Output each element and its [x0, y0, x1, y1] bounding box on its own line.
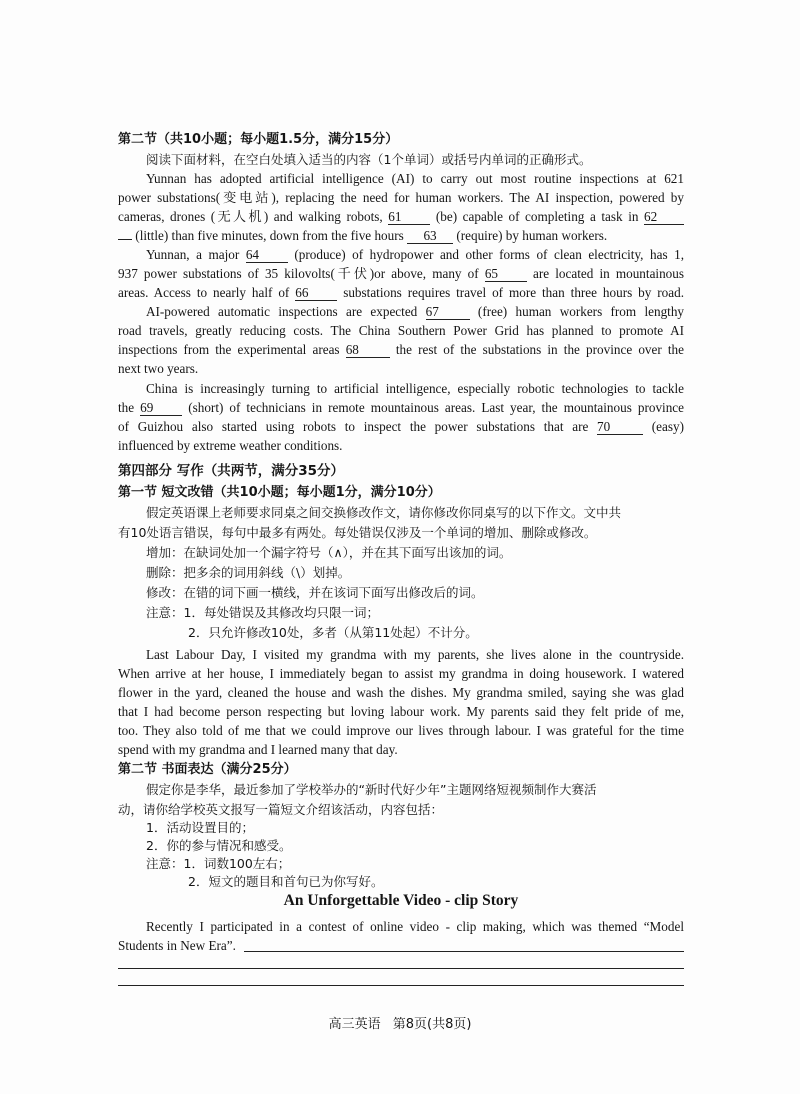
part4-s1-note1: 注意：1．每处错误及其修改均只限一词；: [146, 605, 379, 620]
part4-s2-item2: 2．你的参与情况和感受。: [146, 838, 292, 853]
blank-66: 66: [295, 285, 337, 301]
section2-heading: 第二节（共10小题；每小题1.5分，满分15分）: [118, 132, 399, 147]
part4-s2-note1: 注意：1．词数100左右；: [146, 856, 291, 871]
p1-line4: (little) than five minutes, down from the five hours 63 (require) by human workers.: [118, 227, 684, 245]
section2-instruction: 阅读下面材料，在空白处填入适当的内容（1个单词）或括号内单词的正确形式。: [146, 152, 592, 167]
story-line2: Students in New Era”.: [118, 938, 236, 953]
part4-s2-item1: 1．活动设置目的；: [146, 820, 254, 835]
blank-69: 69: [140, 400, 182, 416]
part4-s2-heading: 第二节 书面表达（满分25分）: [118, 762, 297, 777]
p3-line4: next two years.: [118, 361, 199, 376]
page-footer: [0, 1013, 800, 1032]
footer-page-number: 第8页(共8页): [392, 1017, 472, 1032]
part4-s1-heading: 第一节 短文改错（共10小题；每小题1分，满分10分）: [118, 485, 441, 500]
part4-s1-mod: 修改：在错的词下画一横线，并在该词下面写出修改后的词。: [146, 585, 484, 600]
p3-line3: inspections from the experimental areas 68 the rest of the substations in the province over the: [118, 342, 684, 357]
essay-line: spend with my grandma and I learned many that day.: [118, 742, 398, 757]
part4-s2-line1: 假定你是李华，最近参加了学校举办的“新时代好少年”主题网络短视频制作大赛活: [146, 782, 597, 797]
story-line1: Recently I participated in a contest of online video - clip making, which was themed “Model: [146, 919, 684, 934]
part4-s1-line2: 有10处语言错误，每句中最多有两处。每处错误仅涉及一个单词的增加、删除或修改。: [118, 525, 597, 540]
p1-line3: cameras, drones (无人机) and walking robots, 61 (be) capable of completing a task in 62: [118, 208, 684, 226]
p4-line3: of Guizhou also started using robots to inspect the power substations that are 70 (easy): [118, 419, 684, 434]
p1-line2: power substations(变电站), replacing the need for human workers. The AI inspection, powered by: [118, 190, 684, 205]
essay-line: When arrive at her house, I immediately began to assist my grandma in doing housework. I watered: [118, 666, 684, 681]
part4-s1-del: 删除：把多余的词用斜线（\）划掉。: [146, 565, 351, 580]
p2-line3: areas. Access to nearly half of 66 substations requires travel of more than three hours by road.: [118, 285, 684, 300]
p1-line1: Yunnan has adopted artificial intelligence (AI) to carry out most routine inspections at 621: [146, 171, 684, 186]
p4-line1: China is increasingly turning to artificial intelligence, especially robotic technologies to tackle: [146, 381, 684, 396]
p2-line2: 937 power substations of 35 kilovolts(千伏)or above, many of 65 are located in mountainous: [118, 266, 684, 281]
writing-line: [118, 968, 684, 969]
part4-s1-note2: 2．只允许修改10处，多者（从第11处起）不计分。: [188, 625, 478, 640]
part4-s1-line1: 假定英语课上老师要求同桌之间交换修改作文，请你修改你同桌写的以下作文。文中共: [146, 505, 622, 520]
blank-68: 68: [346, 342, 390, 358]
blank-65: 65: [485, 266, 527, 282]
blank-70: 70: [597, 419, 643, 435]
story-title: An Unforgettable Video - clip Story: [283, 892, 519, 909]
blank-64: 64: [246, 247, 288, 263]
writing-line: [244, 951, 684, 952]
writing-line: [118, 985, 684, 986]
essay-line: Last Labour Day, I visited my grandma with my parents, she lives alone in the countryside.: [146, 647, 684, 662]
essay-line: that I had become person respecting but loving labour work. My parents said they felt pride of me,: [118, 704, 684, 719]
blank-61: 61: [388, 209, 430, 225]
part4-heading: 第四部分 写作（共两节，满分35分）: [118, 463, 344, 479]
p4-line2: the 69 (short) of technicians in remote mountainous areas. Last year, the mountainous province: [118, 400, 684, 415]
blank-63: 63: [407, 228, 453, 244]
essay-line: flower in the yard, cleaned the house and wash the dishes. My grandma smiled, saying she was glad: [118, 685, 684, 700]
p2-line1: Yunnan, a major 64 (produce) of hydropower and other forms of clean electricity, has 1,: [146, 247, 684, 262]
essay-line: too. They also told of me that we could improve our lives through labour. I was grateful for the time: [118, 723, 684, 738]
blank-62-cont: [118, 239, 132, 240]
part4-s2-line2: 动，请你给学校英文报写一篇短文介绍该活动，内容包括：: [118, 802, 444, 817]
p3-line1: AI-powered automatic inspections are expected 67 (free) human workers from lengthy: [146, 304, 684, 319]
part4-s1-add: 增加：在缺词处加一个漏字符号（∧），并在其下面写出该加的词。: [146, 545, 512, 560]
p4-line4: influenced by extreme weather conditions.: [118, 438, 343, 453]
footer-subject: 高三英语: [328, 1017, 381, 1032]
part4-s2-note2: 2．短文的题目和首句已为你写好。: [188, 874, 384, 889]
blank-62: 62: [644, 209, 684, 225]
p3-line2: road travels, greatly reducing costs. The China Southern Power Grid has planned to promote AI: [118, 323, 684, 338]
blank-67: 67: [426, 304, 470, 320]
